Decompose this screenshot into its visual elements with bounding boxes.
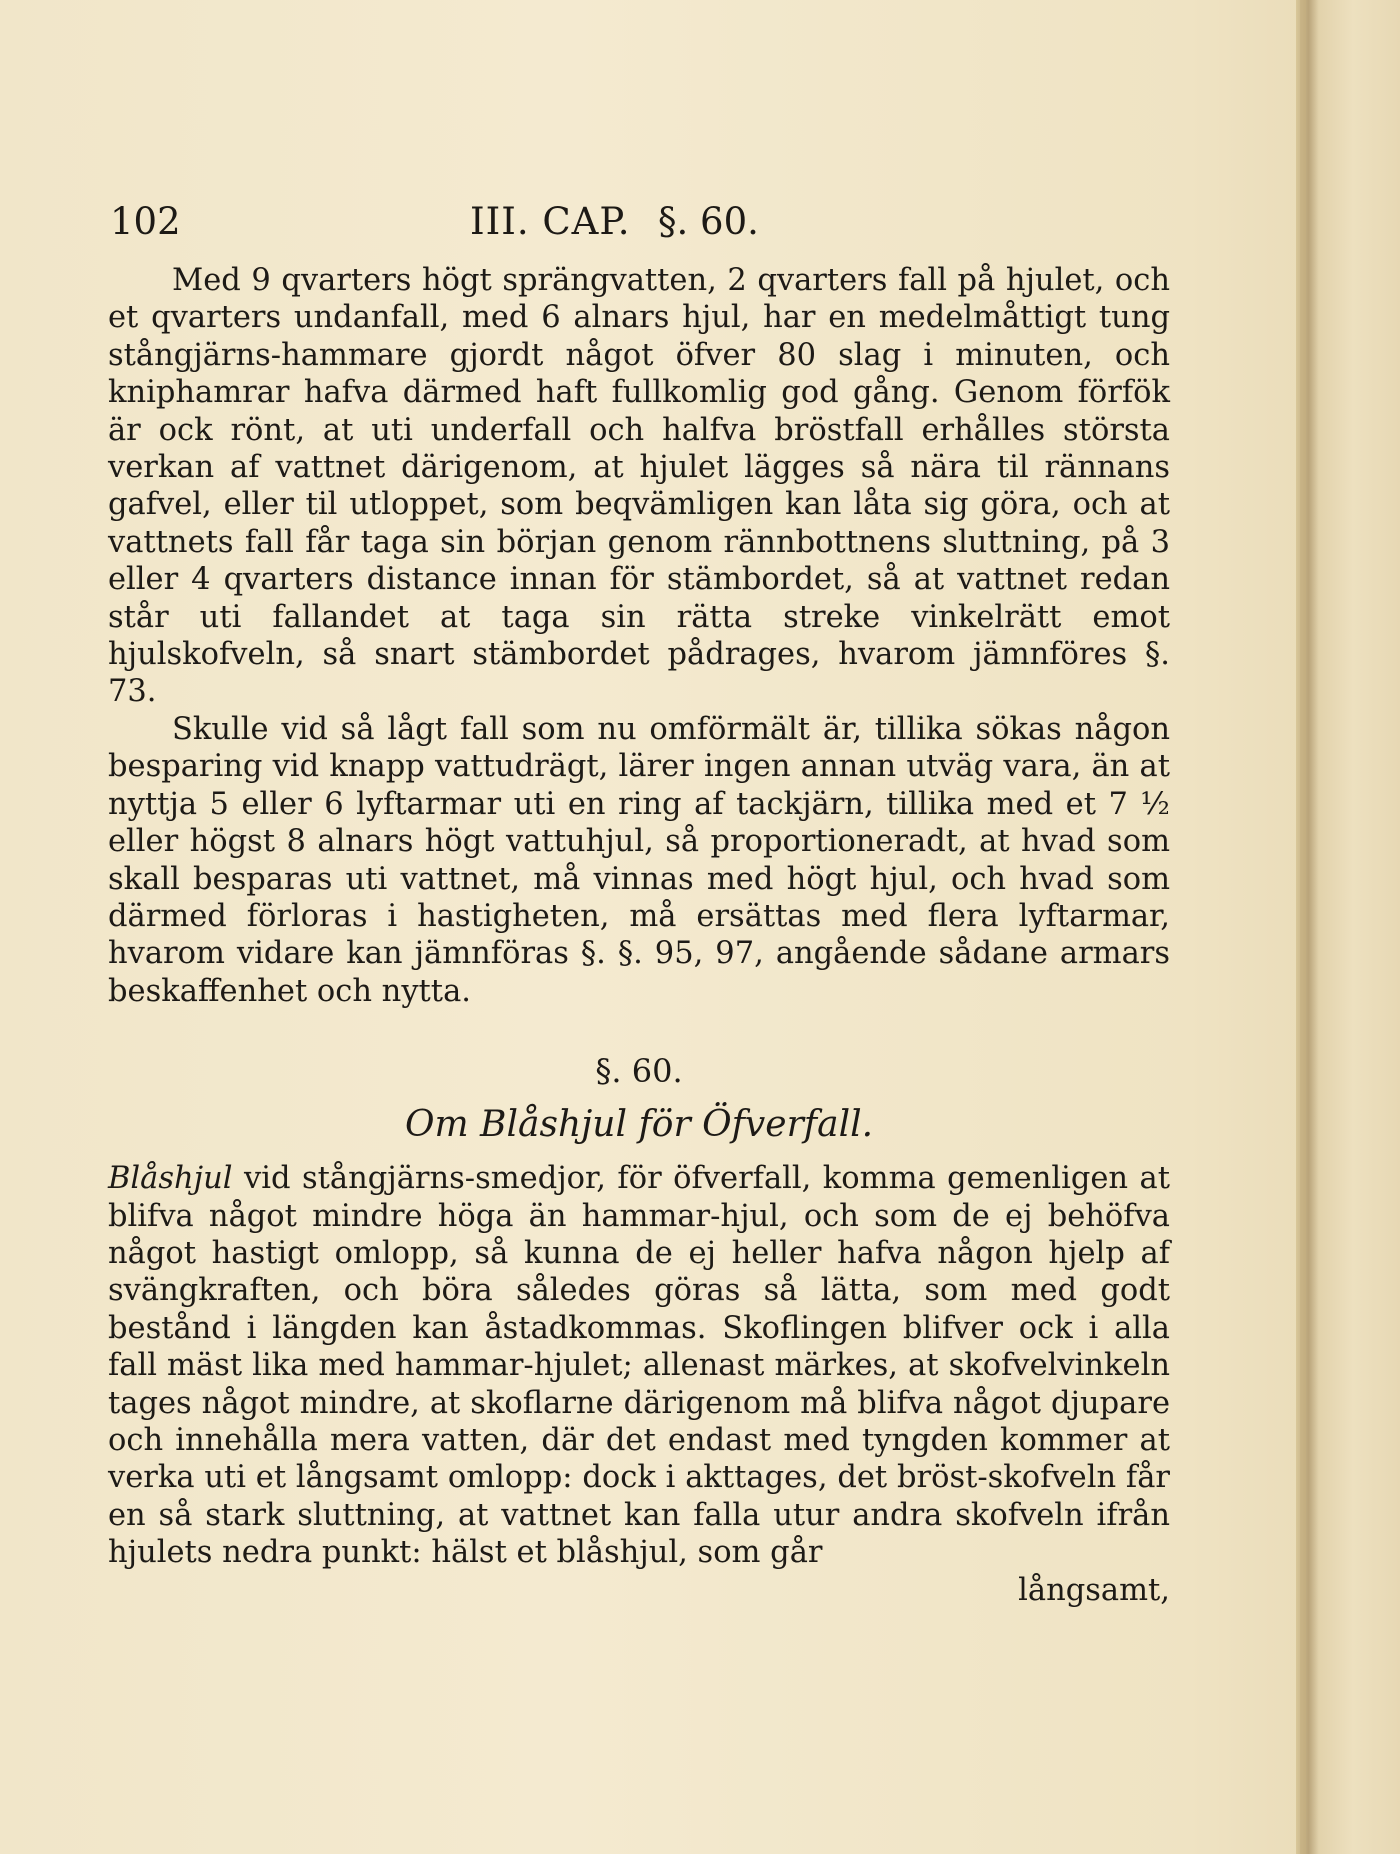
chapter-label: III. CAP.: [470, 200, 631, 243]
header-section: §. 60.: [658, 200, 759, 243]
gutter-shadow: [1300, 0, 1306, 1854]
section-number: §. 60.: [595, 1052, 683, 1091]
paragraph-2: Skulle vid så lågt fall som nu omförmält är, tillika sökas någon besparing vid knapp vattudrägt, lärer ingen annan utväg vara, än at nyttja 5 eller 6 lyftarmar uti en ring af tackjärn, tillika med et 7 ½ eller högst 8 alnars högt vattuhjul, så proportioneradt, at hvad som skall besparas uti vattnet, må vinnas med högt hjul, och hvad som därmed förloras i hastigheten, må ersättas med flera lyftarmar, hvarom vidare kan jämnföras §. §. 95, 97, angående sådane armars beskaffenhet och nytta.: [108, 711, 1170, 1009]
paragraph-3: [108, 1160, 1170, 1571]
page-gutter: [1296, 0, 1400, 1854]
catchword: långsamt,: [1018, 1572, 1170, 1608]
paragraph-3-lead: Blåshjul: [108, 1161, 233, 1197]
page-number: 102: [110, 200, 181, 243]
paragraph-1: Med 9 qvarters högt sprängvatten, 2 qvarters fall på hjulet, och et qvarters undanfall, med 6 alnars hjul, har en medelmåttigt tung stångjärns-hammare gjordt något öfver 80 slag i minuten, och kniphamrar hafva därmed haft fullkomlig god gång. Genom förfök är ock rönt, at uti underfall och halfva bröstfall erhålles största verkan af vattnet därigenom, at hjulet lägges så nära til rännans gafvel, eller til utloppet, som beqvämligen kan låta sig göra, och at vattnets fall får taga sin början genom rännbottnens sluttning, på 3 eller 4 qvarters distance innan för stämbordet, så at vattnet redan står uti fallandet at taga sin rätta streke vinkelrätt emot hjulskofveln, så snart stämbordet pådrages, hvarom jämnföres §. 73.: [108, 263, 1170, 710]
section-title: Om Blåshjul för Öfverfall.: [404, 1104, 874, 1146]
running-header: [110, 200, 1170, 250]
text-body: [108, 262, 1170, 1609]
paragraph-3-text: vid stångjärns-smedjor, för öfverfall, komma gemenligen at blifva något mindre höga än hammar-hjul, och som de ej behöfva något hastigt omlopp, så kunna de ej heller hafva någon hjelp af svängkraften, och böra således göras så lätta, som med godt bestånd i längden kan åstadkommas. Skoflingen blifver ock i alla fall mäst lika med hammar-hjulet; allenast märkes, at skofvelvinkeln tages något mindre, at skoflarne därigenom må blifva något djupare och innehålla mera vatten, där det endast med tyngden kommer at verka uti et långsamt omlopp: dock i akttages, det bröst-skofveln får en så stark sluttning, at vattnet kan falla utur andra skofveln ifrån hjulets nedra punkt: hälst et blåshjul, som går: [108, 1161, 1170, 1571]
